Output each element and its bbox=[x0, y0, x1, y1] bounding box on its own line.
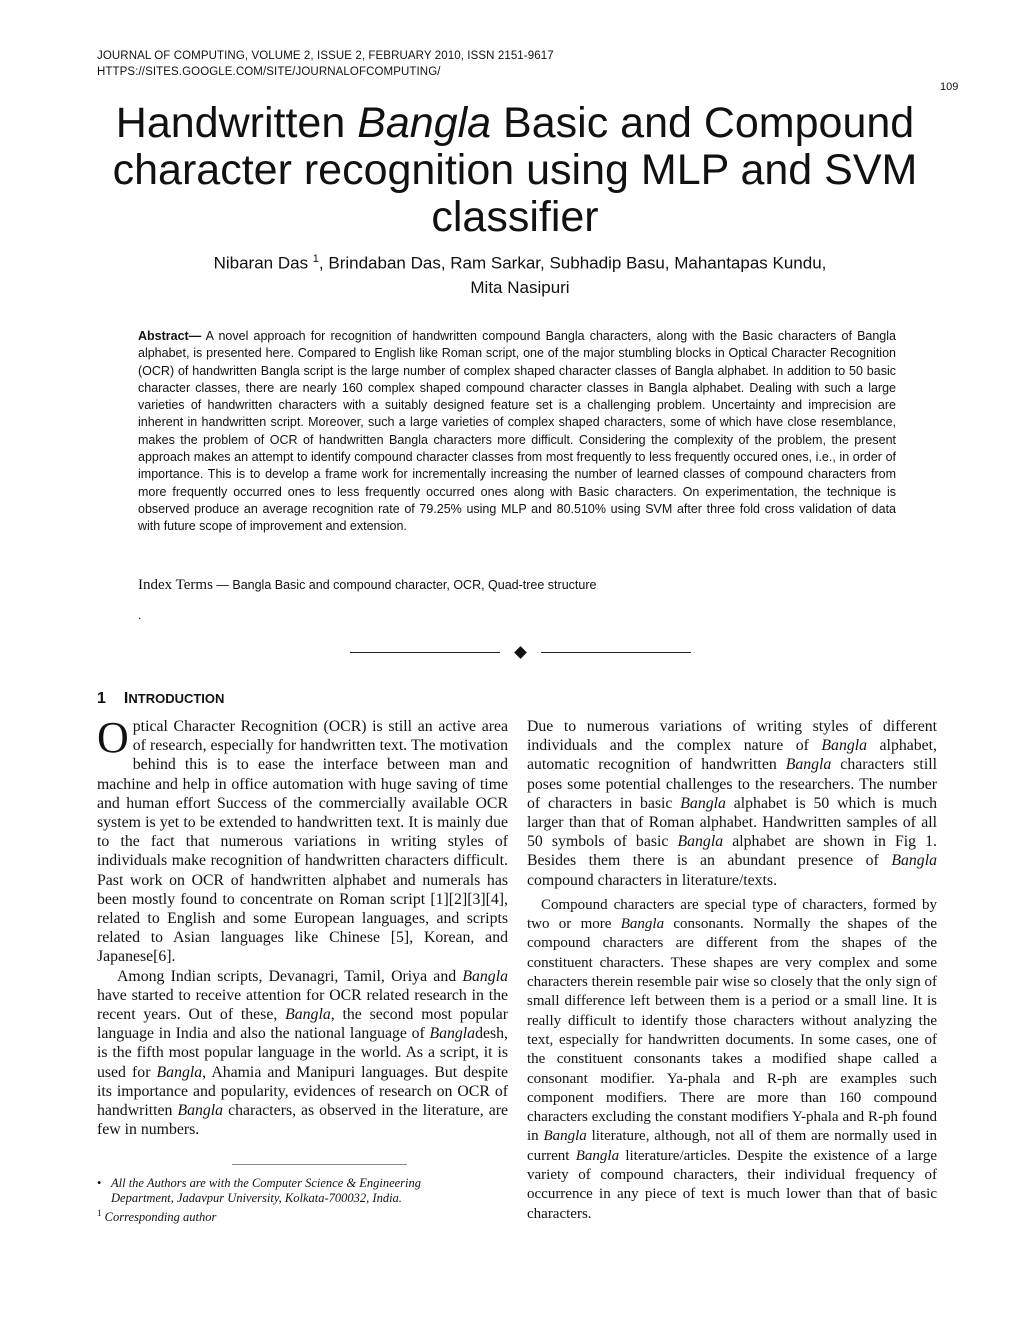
title-part1: Handwritten bbox=[115, 99, 358, 147]
author-first: Nibaran Das bbox=[213, 253, 313, 273]
text-run: literature/articles. Despite the existence of a large variety of compound characters, their individual frequency of occurrence in any piece of text is much lower than that of basic characters. bbox=[527, 1147, 937, 1222]
section-separator bbox=[340, 645, 700, 661]
journal-header-line1: JOURNAL OF COMPUTING, VOLUME 2, ISSUE 2, FEBRUARY 2010, ISSN 2151-9617 bbox=[97, 50, 554, 62]
text-run: desh, is the fifth most popular language in the world. As a script, it is used for bbox=[97, 1025, 508, 1081]
italic-run: Bangla bbox=[462, 967, 508, 985]
italic-run: Bangla bbox=[285, 1006, 331, 1024]
corresponding-author-mark: 1 bbox=[312, 253, 319, 265]
bullet-icon: • bbox=[97, 1176, 102, 1190]
index-terms-text: Bangla Basic and compound character, OCR, Quad-tree structure bbox=[228, 578, 597, 592]
left-column bbox=[97, 713, 508, 1139]
italic-run: Bangla bbox=[177, 1102, 224, 1120]
diamond-icon bbox=[514, 646, 527, 659]
right-paragraph-1 bbox=[527, 717, 937, 890]
index-terms-dash: — bbox=[216, 578, 229, 592]
text-run: consonants. Normally the shapes of the compound characters are different from the shapes of the constituent characters. These shapes are very complex and some characters therein resemble pair wise so closely that the only sign of small difference left between them is a period or a small line. It is really difficult to identify those characters without analyzing the text, especially for handwritten documents. In some cases, one of the constituent consonants takes a modified shape called a consonant modifier. Ya-phala and R-ph are examples such component modifiers. There are more than 160 compound characters excluding the constant modifiers Y-phala and R-ph found in bbox=[527, 916, 937, 1145]
abstract bbox=[138, 328, 896, 536]
title-italic-word: Bangla bbox=[357, 99, 492, 147]
authors-rest: , Brindaban Das, Ram Sarkar, Subhadip Basu, Mahantapas Kundu, bbox=[318, 253, 827, 273]
authors-line1 bbox=[60, 253, 980, 274]
title-part2: Basic and Compound character recognition using MLP and SVM classifier bbox=[112, 99, 918, 241]
italic-run: Bangla bbox=[821, 737, 868, 755]
text-run: , Ahamia and Manipuri languages. But despite its importance and popularity, evidences of research on OCR of handwritten bbox=[97, 1063, 508, 1120]
italic-run: Bangla bbox=[677, 833, 724, 851]
text-run: alphabet, automatic recognition of handwritten bbox=[527, 737, 937, 774]
footnote-affiliation-line1: All the Authors are with the Computer Science & Engineering bbox=[111, 1176, 422, 1190]
section-title-initial: I bbox=[123, 690, 129, 707]
text-run: Among Indian scripts, Devanagri, Tamil, Oriya and bbox=[117, 967, 463, 985]
text-run: alphabet are shown in Fig 1. Besides them there is an abundant presence of bbox=[527, 833, 937, 870]
text-run: Due to numerous variations of writing styles of different individuals and the complex nature of bbox=[527, 718, 937, 755]
italic-run: Bangla bbox=[156, 1063, 203, 1081]
section-heading bbox=[97, 690, 224, 708]
italic-run: Bangla bbox=[891, 852, 937, 870]
text-run: alphabet is 50 which is much larger than that of Roman alphabet. Handwritten samples of all 50 symbols of basic bbox=[527, 794, 937, 851]
footnote-corresponding-text: Corresponding author bbox=[101, 1210, 217, 1225]
footnote-mark: 1 bbox=[97, 1208, 102, 1218]
italic-run: Bangla bbox=[543, 1128, 587, 1145]
text-run: characters, as observed in the literature, are few in numbers. bbox=[97, 1102, 508, 1139]
abstract-label: Abstract bbox=[138, 329, 189, 343]
index-terms-trailing-dot: . bbox=[138, 608, 142, 622]
right-paragraph-2 bbox=[527, 896, 937, 1224]
abstract-dash: — bbox=[188, 329, 202, 343]
footnote-divider bbox=[232, 1164, 407, 1165]
separator-line-left bbox=[350, 652, 500, 653]
italic-run: Bangla bbox=[680, 794, 726, 812]
abstract-text: A novel approach for recognition of handwritten compound Bangla characters, along with the Basic characters of Bangla alphabet, is presented here. Compared to English like Roman script, one of the major stumbling blocks in Optical Character Recognition (OCR) of handwritten Bangla script is the large number of complex shaped character classes of Bangla alphabet. In addition to 50 basic character classes, there are nearly 160 complex shaped compound character classes in Bangla alphabet. Dealing with such a large varieties of handwritten characters with a suitably designed feature set is a challenging problem. Uncertainty and imprecision are inherent in handwritten script. Moreover, such a large varieties of complex shaped characters, some of which have close resemblance, makes the problem of OCR of handwritten Bangla characters more difficult. Considering the complexity of the problem, the present approach makes an attempt to identify compound character classes from most frequently to less frequently occured ones, i.e., in order of importance. This is to develop a frame work for incrementally increasing the number of learned classes of compound characters from more frequently occurred ones to less frequently occurred ones along with Basic characters. On experimentation, the technique is observed produce an average recognition rate of 79.25% using MLP and 80.510% using SVM after three fold cross validation of data with future scope of improvement and extension. bbox=[138, 329, 896, 534]
text-run: characters still poses some potential challenges to the researchers. The number of characters in basic bbox=[527, 756, 937, 812]
italic-run: Bangla bbox=[620, 916, 665, 933]
separator-line-right bbox=[541, 652, 691, 653]
text-run: have started to receive attention for OCR related research in the recent years. Out of these, bbox=[97, 986, 508, 1024]
drop-cap: O bbox=[97, 713, 129, 762]
text-run: Compound characters are special type of characters, formed by two or more bbox=[527, 896, 937, 933]
authors-line2: Mita Nasipuri bbox=[470, 278, 570, 297]
paper-title bbox=[90, 100, 940, 241]
section-title-rest: NTRODUCTION bbox=[128, 691, 225, 706]
page-number: 109 bbox=[940, 81, 959, 93]
text-run: , the second most popular language in India and also the national language of bbox=[97, 1006, 508, 1043]
italic-run: Bangla bbox=[575, 1147, 620, 1164]
text-run: compound characters in literature/texts. bbox=[527, 871, 778, 889]
journal-header-url: HTTPS://SITES.GOOGLE.COM/SITE/JOURNALOFCOMPUTING/ bbox=[97, 66, 441, 78]
left-paragraph-2 bbox=[97, 967, 508, 1140]
left-paragraph-1-text: ptical Character Recognition (OCR) is still an active area of research, especially for handwritten text. The motivation behind this is to ease the interface between man and machine and help in office automation with huge saving of time and human effort Success of the commercially available OCR system is yet to be extended to handwritten text. It is mainly due to the fact that numerous variations in writing styles of individuals make recognition of handwritten characters difficult. Past work on OCR of handwritten alphabet and numerals has been mostly found to concentrate on Roman script [1][2][3][4], related to English and some European languages, and scripts related to Asian languages like Chinese [5], Korean, and Japanese[6]. bbox=[97, 718, 508, 966]
index-terms bbox=[138, 577, 596, 594]
text-run: literature, although, not all of them are normally used in current bbox=[527, 1128, 937, 1164]
italic-run: Bangla bbox=[429, 1025, 476, 1043]
left-paragraph-1 bbox=[97, 713, 508, 967]
footnote-affiliation bbox=[97, 1176, 497, 1206]
footnote-affiliation-line2: Department, Jadavpur University, Kolkata-700032, India. bbox=[111, 1191, 402, 1205]
section-number: 1 bbox=[97, 690, 106, 707]
right-column bbox=[527, 717, 937, 1224]
index-terms-label: Index Terms bbox=[138, 577, 213, 593]
italic-run: Bangla bbox=[785, 756, 832, 774]
footnote-corresponding bbox=[97, 1208, 216, 1225]
